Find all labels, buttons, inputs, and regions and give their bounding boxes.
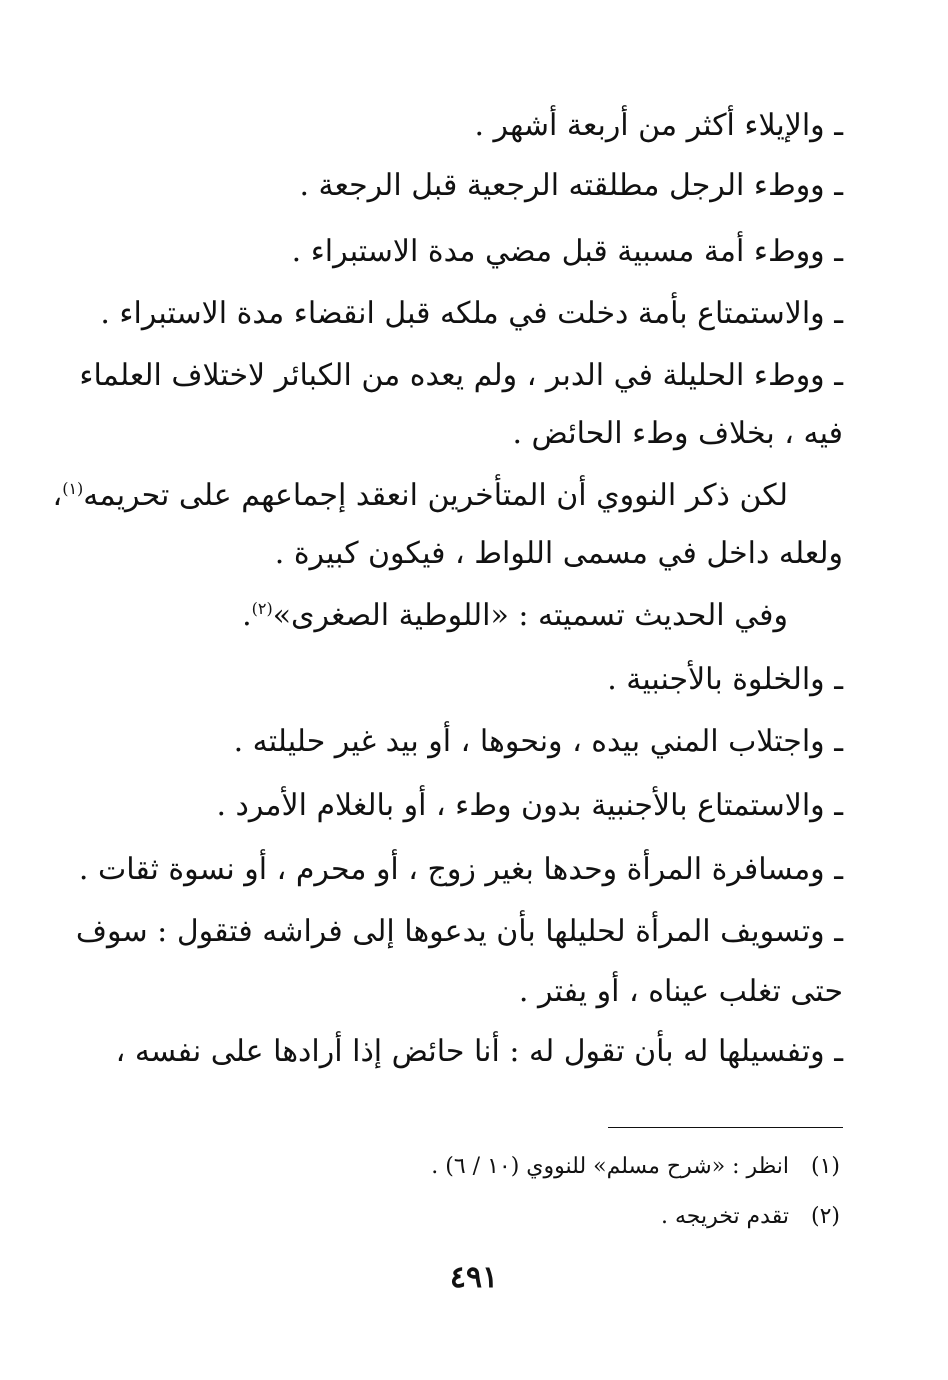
text-line: ـ ووطء الحليلة في الدبر ، ولم يعده من الكبائر لاختلاف العلماء [79,358,843,393]
footnote-number: (١) [810,1154,840,1179]
text-segment: لكن ذكر النووي أن المتأخرين انعقد إجماعهم على تحريمه [83,478,788,513]
text-line: ولعله داخل في مسمى اللواط ، فيكون كبيرة . [274,536,843,571]
footnote-text: انظر : «شرح مسلم» للنووي (١٠ / ٦) . [431,1154,789,1179]
text-line: ـ وتفسيلها له بأن تقول له : أنا حائض إذا أرادها على نفسه ، [115,1034,843,1069]
text-line: ـ والاستمتاع بالأجنبية بدون وطء ، أو بالغلام الأمرد . [216,788,843,823]
text-line: ـ والاستمتاع بأمة دخلت في ملكه قبل انقضاء مدة الاستبراء . [100,296,843,331]
text-segment: وفي الحديث تسميته : «اللوطية الصغرى» [272,598,788,633]
text-line: ـ والإيلاء أكثر من أربعة أشهر . [474,108,843,143]
text-line: ـ ووطء أمة مسبية قبل مضي مدة الاستبراء . [291,234,843,269]
text-line: ـ واجتلاب المني بيده ، ونحوها ، أو بيد غير حليلته . [233,724,843,759]
text-line: ـ ووطء الرجل مطلقته الرجعية قبل الرجعة . [299,168,843,203]
footnote-separator [608,1127,843,1128]
footnote-1 [140,1150,840,1184]
text-line: ـ وتسويف المرأة لحليلها بأن يدعوها إلى فراشه فتقول : سوف [75,914,843,949]
text-line: حتى تغلب عيناه ، أو يفتر . [518,974,843,1009]
footnote-marker-1: (١) [62,479,84,498]
punctuation: ، [52,478,63,513]
text-line-with-footnote-1 [52,472,788,520]
footnote-number: (٢) [810,1204,840,1229]
text-line: ـ والخلوة بالأجنبية . [607,662,843,697]
footnote-2 [140,1200,840,1234]
text-line: فيه ، بخلاف وطء الحائض . [512,416,843,451]
footnote-marker-2: (٢) [251,599,273,618]
text-line: ـ ومسافرة المرأة وحدها بغير زوج ، أو محرم ، أو نسوة ثقات . [78,852,843,887]
footnote-text: تقدم تخريجه . [661,1204,789,1229]
page-number: ٤٩١ [449,1260,499,1295]
text-line-with-footnote-2 [133,592,788,640]
punctuation: . [242,598,252,633]
